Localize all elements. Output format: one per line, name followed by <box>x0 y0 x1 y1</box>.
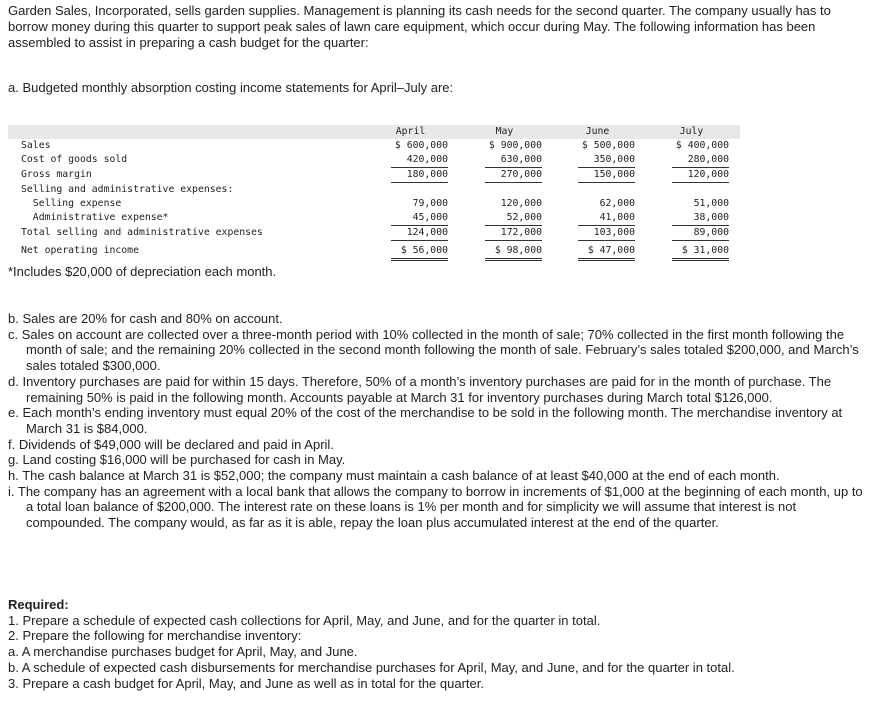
cell: $ 47,000 <box>578 244 635 261</box>
cell: 103,000 <box>578 226 635 241</box>
cell: $ 400,000 <box>675 140 729 151</box>
row-label: Sales <box>21 140 51 151</box>
list-item: e. Each month’s ending inventory must equal 20% of the cost of the merchandise to be sold in the following month. The merchandise inventory at March 31 is $84,000. <box>8 405 843 436</box>
required-line: b. A schedule of expected cash disbursements for merchandise purchases for April, May, and June, and for the quarter in total. <box>8 659 735 675</box>
table-row <box>8 211 740 225</box>
row-label: Selling and administrative expenses: <box>21 184 234 195</box>
table-row <box>8 226 740 240</box>
list-item: b. Sales are 20% for cash and 80% on account. <box>8 311 283 326</box>
cell: 172,000 <box>485 226 542 241</box>
list-item: h. The cash balance at March 31 is $52,000; the company must maintain a cash balance of at least $40,000 at the end of each month. <box>8 468 780 484</box>
required-line: 2. Prepare the following for merchandise inventory: <box>8 628 302 644</box>
cell: $ 600,000 <box>394 140 448 151</box>
intro-paragraph: Garden Sales, Incorporated, sells garden supplies. Management is planning its cash needs for the second quarter. The company usually has to borrow money during this quarter to support peak sales of lawn care equipment, which occur during May. The following information has been assembled to assist in preparing a cash budget for the quarter: <box>8 3 831 50</box>
col-july: July <box>679 126 704 137</box>
cell: 45,000 <box>391 211 448 226</box>
row-label: Cost of goods sold <box>21 154 128 165</box>
required-heading: Required: <box>8 597 69 612</box>
table-row <box>8 197 740 211</box>
cell: 124,000 <box>391 226 448 241</box>
assumptions-list <box>8 311 868 531</box>
cell: 52,000 <box>485 211 542 226</box>
cell: 280,000 <box>672 153 729 168</box>
table-footnote: *Includes $20,000 of depreciation each month. <box>8 264 277 279</box>
col-may: May <box>495 126 514 137</box>
list-item: c. Sales on account are collected over a three-month period with 10% collected in the month of sale; 70% collected in the first month following the month of sale; and the remaining 20% collected in the second month following the month of sale. February’s sales totaled $200,000, and March’s sales totaled $300,000. <box>8 326 859 374</box>
cell: $ 500,000 <box>581 140 635 151</box>
table-row <box>8 183 740 197</box>
row-label: Total selling and administrative expenses <box>21 227 263 238</box>
list-item: f. Dividends of $49,000 will be declared and paid in April. <box>8 436 334 452</box>
cell: $ 98,000 <box>485 244 542 261</box>
table-header-row <box>8 125 740 139</box>
row-label: Net operating income <box>21 245 139 256</box>
table-row <box>8 153 740 167</box>
row-label: Administrative expense* <box>21 212 169 223</box>
required-line: a. A merchandise purchases budget for April, May, and June. <box>8 644 358 660</box>
cell: 51,000 <box>693 198 729 209</box>
row-label: Selling expense <box>21 198 122 209</box>
row-label: Gross margin <box>21 169 92 180</box>
table-row <box>8 168 740 182</box>
required-line: 3. Prepare a cash budget for April, May, and June as well as in total for the quarter. <box>8 675 484 691</box>
cell: 62,000 <box>599 198 635 209</box>
cell: 630,000 <box>485 153 542 168</box>
cell: 89,000 <box>672 226 729 241</box>
cell: 41,000 <box>578 211 635 226</box>
part-a-heading: a. Budgeted monthly absorption costing income statements for April–July are: <box>8 80 454 95</box>
list-item: i. The company has an agreement with a local bank that allows the company to borrow in increments of $1,000 at the beginning of each month, up to a total loan balance of $200,000. The interest rate on these loans is 1% per month and for simplicity we will assume that interest is not compounded. The company would, as far as it is able, repay the loan plus accumulated interest at the end of the quarter. <box>8 483 863 531</box>
col-april: April <box>395 126 426 137</box>
cell: 420,000 <box>391 153 448 168</box>
cell: $ 900,000 <box>488 140 542 151</box>
cell: 120,000 <box>672 168 729 183</box>
cell: $ 56,000 <box>391 244 448 261</box>
cell: 38,000 <box>672 211 729 226</box>
required-section <box>8 597 868 691</box>
cell: 350,000 <box>578 153 635 168</box>
col-june: June <box>585 126 610 137</box>
cell: 150,000 <box>578 168 635 183</box>
required-line: 1. Prepare a schedule of expected cash collections for April, May, and June, and for the quarter in total. <box>8 612 601 628</box>
cell: 120,000 <box>500 198 542 209</box>
list-item: g. Land costing $16,000 will be purchased for cash in May. <box>8 452 346 468</box>
table-row <box>8 139 740 153</box>
income-statement-table <box>8 125 740 259</box>
cell: 270,000 <box>485 168 542 183</box>
table-row <box>8 244 740 258</box>
list-item: d. Inventory purchases are paid for within 15 days. Therefore, 50% of a month’s inventory purchases are paid for in the month of purchase. The remaining 50% is paid in the following month. Accounts payable at March 31 for inventory purchases during March total $126,000. <box>8 373 832 405</box>
cell: 180,000 <box>391 168 448 183</box>
cell: 79,000 <box>412 198 448 209</box>
cell: $ 31,000 <box>672 244 729 261</box>
